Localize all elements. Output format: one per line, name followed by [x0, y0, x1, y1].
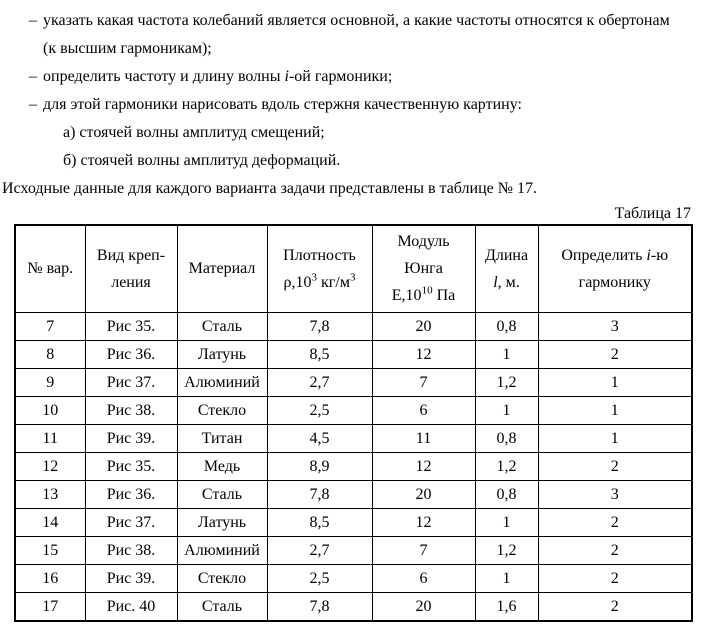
- table-cell: 8: [15, 340, 85, 368]
- table-cell: Латунь: [177, 508, 267, 536]
- table-row: [15, 564, 692, 592]
- table-cell: Рис 36.: [85, 480, 177, 508]
- table-cell: 1: [538, 424, 692, 452]
- table-body: [15, 312, 692, 621]
- table-cell: 2: [538, 452, 692, 480]
- table-cell: Рис 39.: [85, 424, 177, 452]
- table-cell: 12: [372, 508, 475, 536]
- table-cell: 13: [15, 480, 85, 508]
- table-cell: 3: [538, 312, 692, 340]
- table-cell: Рис 37.: [85, 508, 177, 536]
- col-header-variant: № вар.: [15, 225, 85, 312]
- table-row: [15, 508, 692, 536]
- bullet-text: определить частоту и длину волны i-ой гармоники;: [43, 68, 393, 85]
- table-cell: 1,2: [475, 368, 538, 396]
- table-cell: 11: [372, 424, 475, 452]
- table-cell: 2,7: [267, 368, 372, 396]
- table-cell: Латунь: [177, 340, 267, 368]
- table-header-row: [15, 225, 692, 312]
- table-cell: 8,5: [267, 508, 372, 536]
- table-cell: 2: [538, 592, 692, 621]
- table-cell: 1: [475, 340, 538, 368]
- col-header-density: Плотность $\rho,10^3$ $кг/м^3$: [267, 225, 372, 312]
- table-cell: 12: [372, 452, 475, 480]
- table-cell: Сталь: [177, 480, 267, 508]
- table-cell: 1,2: [475, 452, 538, 480]
- table-cell: 9: [15, 368, 85, 396]
- table-row: [15, 424, 692, 452]
- density-units: $\rho,10^3$ $кг/м^3$: [283, 271, 356, 291]
- table-cell: 1,2: [475, 536, 538, 564]
- table-cell: Медь: [177, 452, 267, 480]
- col-header-material: Материал: [177, 225, 267, 312]
- italic-l: l: [493, 273, 498, 291]
- table-row: [15, 312, 692, 340]
- table-cell: 12: [15, 452, 85, 480]
- table-cell: Рис. 40: [85, 592, 177, 621]
- table-cell: 12: [372, 340, 475, 368]
- table-row: [15, 396, 692, 424]
- table-cell: 20: [372, 312, 475, 340]
- table-cell: 7: [15, 312, 85, 340]
- table-cell: 17: [15, 592, 85, 621]
- table-cell: Рис 37.: [85, 368, 177, 396]
- col-header-mount: Вид креп- ления: [85, 225, 177, 312]
- variants-table: [14, 224, 693, 622]
- table-cell: Титан: [177, 424, 267, 452]
- table-cell: 8,9: [267, 452, 372, 480]
- table-cell: 0,8: [475, 312, 538, 340]
- length-units: l, м.: [493, 273, 520, 291]
- table-cell: 0,8: [475, 480, 538, 508]
- table-cell: Рис 36.: [85, 340, 177, 368]
- table-cell: 1,6: [475, 592, 538, 621]
- table-cell: 8,5: [267, 340, 372, 368]
- table-cell: Сталь: [177, 592, 267, 621]
- table-cell: 7: [372, 536, 475, 564]
- subitem-b: б) стоячей волны амплитуд деформаций.: [63, 152, 341, 169]
- table-cell: Рис 38.: [85, 536, 177, 564]
- table-cell: 2: [538, 564, 692, 592]
- bullet-dash: –: [29, 96, 37, 113]
- col-header-young-modulus: Модуль Юнга $Е,10^{10}$ Па: [372, 225, 475, 312]
- table-cell: 20: [372, 480, 475, 508]
- table-cell: 1: [475, 508, 538, 536]
- table-cell: Рис 38.: [85, 396, 177, 424]
- bullet-text-line1: указать какая частота колебаний является основной, а какие частоты относятся к обертонам: [43, 12, 670, 29]
- bullet-item-overtones: [0, 7, 705, 63]
- table-cell: 16: [15, 564, 85, 592]
- bullet-dash: –: [29, 12, 37, 29]
- table-cell: 2: [538, 340, 692, 368]
- table-cell: 6: [372, 564, 475, 592]
- table-row: [15, 368, 692, 396]
- bullet-dash: –: [29, 68, 37, 85]
- col-header-harmonic: Определить i-ю гармонику: [538, 225, 692, 312]
- table-cell: 6: [372, 396, 475, 424]
- table-cell: 1: [475, 564, 538, 592]
- table-row: [15, 536, 692, 564]
- table-cell: Стекло: [177, 396, 267, 424]
- table-cell: 14: [15, 508, 85, 536]
- table-cell: 7,8: [267, 592, 372, 621]
- table-cell: Рис 35.: [85, 312, 177, 340]
- table-cell: 0,8: [475, 424, 538, 452]
- table-row: [15, 340, 692, 368]
- task-instructions: [0, 0, 705, 203]
- table-row: [15, 452, 692, 480]
- table-cell: 7,8: [267, 312, 372, 340]
- table-row: [15, 592, 692, 621]
- table-cell: 10: [15, 396, 85, 424]
- table-caption: Таблица 17: [614, 205, 691, 222]
- bullet-item-drawing: [0, 91, 705, 119]
- table-cell: 1: [475, 396, 538, 424]
- table-cell: 2,5: [267, 564, 372, 592]
- table-cell: 4,5: [267, 424, 372, 452]
- table-cell: 7: [372, 368, 475, 396]
- table-row: [15, 480, 692, 508]
- table-cell: 2,7: [267, 536, 372, 564]
- table-cell: 20: [372, 592, 475, 621]
- table-cell: 2: [538, 508, 692, 536]
- table-cell: 15: [15, 536, 85, 564]
- table-cell: 2,5: [267, 396, 372, 424]
- table-cell: Рис 35.: [85, 452, 177, 480]
- italic-i: i: [646, 246, 651, 264]
- subitem-a: а) стоячей волны амплитуд смещений;: [63, 124, 325, 141]
- harmonic-line1: Определить i-ю: [561, 246, 669, 264]
- intro-paragraph: Исходные данные для каждого варианта задачи представлены в таблице № 17.: [2, 180, 538, 197]
- table-cell: 7,8: [267, 480, 372, 508]
- table-cell: 11: [15, 424, 85, 452]
- bullet-text: для этой гармоники нарисовать вдоль стержня качественную картину:: [43, 96, 522, 113]
- table-cell: Сталь: [177, 312, 267, 340]
- table-cell: Стекло: [177, 564, 267, 592]
- young-units: $Е,10^{10}$ Па: [391, 284, 456, 305]
- bullet-item-frequency: [0, 63, 705, 91]
- table-cell: Алюминий: [177, 536, 267, 564]
- table-cell: 1: [538, 396, 692, 424]
- italic-i: i: [284, 68, 289, 85]
- bullet-text-line2: (к высшим гармоникам);: [43, 40, 212, 57]
- col-header-length: Длина l, м.: [475, 225, 538, 312]
- table-cell: 1: [538, 368, 692, 396]
- table-cell: Алюминий: [177, 368, 267, 396]
- table-cell: 2: [538, 536, 692, 564]
- table-cell: 3: [538, 480, 692, 508]
- table-cell: Рис 39.: [85, 564, 177, 592]
